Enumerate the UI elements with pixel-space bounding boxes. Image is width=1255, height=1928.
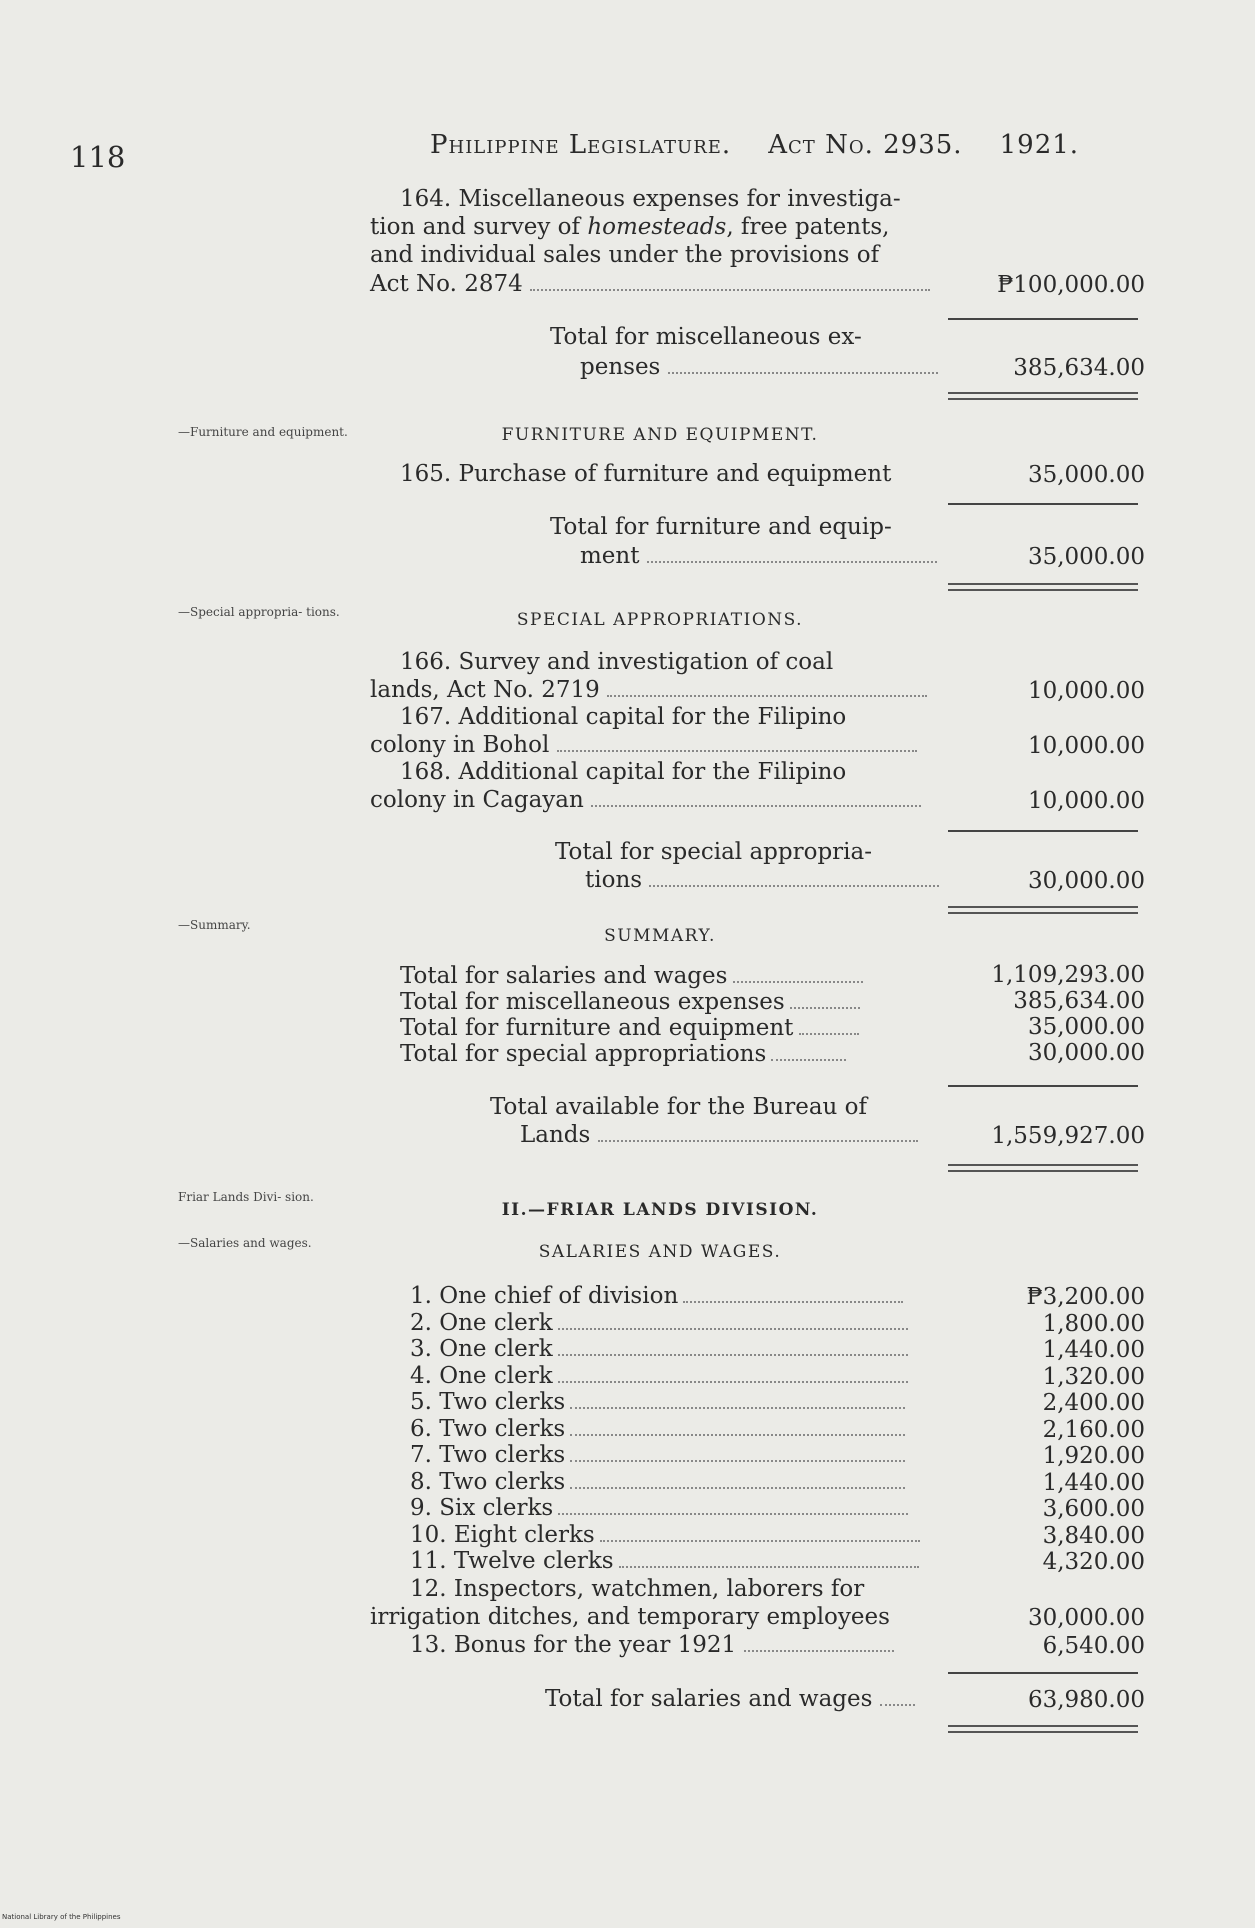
margin-note-salaries: —Salaries and wages. bbox=[178, 1236, 312, 1250]
furniture-total-line1: Total for furniture and equip- bbox=[550, 514, 892, 540]
item-164-text-c: , free patents, bbox=[726, 214, 890, 240]
item-167-line2 bbox=[370, 731, 917, 759]
summary-row-label: Total for furniture and equipment bbox=[400, 1015, 794, 1041]
double-rule bbox=[948, 583, 1138, 591]
item-165-amount: 35,000.00 bbox=[1027, 462, 1145, 488]
margin-note-special: —Special appropria- tions. bbox=[178, 605, 340, 619]
leader-dots bbox=[558, 1381, 908, 1383]
item-12-line2: irrigation ditches, and temporary employees bbox=[370, 1604, 890, 1630]
item-165: 165. Purchase of furniture and equipment bbox=[400, 461, 892, 487]
friar-row-label: 10. Eight clerks bbox=[410, 1521, 595, 1548]
page-number: 118 bbox=[70, 140, 126, 174]
item-13 bbox=[410, 1631, 894, 1659]
item-167-amount: 10,000.00 bbox=[1027, 733, 1145, 759]
friar-row bbox=[410, 1547, 1145, 1574]
item-164-text-a: tion and survey of bbox=[370, 214, 588, 240]
leader-dots bbox=[558, 1328, 908, 1330]
summary-row-label: Total for miscellaneous expenses bbox=[400, 989, 785, 1015]
friar-row-amount: 1,920.00 bbox=[1042, 1443, 1145, 1469]
footer-credit: National Library of the Philippines bbox=[2, 1913, 121, 1921]
friar-row bbox=[410, 1441, 1145, 1468]
special-total-amount: 30,000.00 bbox=[1027, 868, 1145, 894]
item-164-amount: ₱100,000.00 bbox=[997, 272, 1145, 298]
item-164-line4 bbox=[370, 270, 930, 298]
leader-dots bbox=[683, 1301, 903, 1303]
item-164-italic: homesteads bbox=[587, 214, 727, 240]
friar-row-amount: 1,440.00 bbox=[1042, 1337, 1145, 1363]
friar-row-label: 7. Two clerks bbox=[410, 1442, 566, 1468]
friar-row bbox=[410, 1282, 1145, 1309]
rule bbox=[948, 830, 1138, 832]
leader-dots bbox=[570, 1460, 905, 1462]
friar-row bbox=[410, 1335, 1145, 1362]
item-164-line3: and individual sales under the provisions of bbox=[370, 242, 880, 268]
leader-dots bbox=[570, 1434, 905, 1436]
item-168-label: colony in Cagayan bbox=[370, 787, 584, 813]
friar-row bbox=[410, 1494, 1145, 1521]
special-total-line2 bbox=[585, 866, 939, 894]
leader-dots bbox=[570, 1487, 905, 1489]
margin-note-summary: —Summary. bbox=[178, 918, 251, 932]
leader-dots bbox=[790, 1007, 860, 1009]
friar-row-amount: 3,840.00 bbox=[1042, 1522, 1145, 1549]
friar-row-amount: 2,160.00 bbox=[1042, 1416, 1145, 1443]
summary-heading: SUMMARY. bbox=[604, 926, 716, 946]
leader-dots bbox=[598, 1140, 918, 1142]
misc-total-line1: Total for miscellaneous ex- bbox=[550, 324, 862, 350]
rule bbox=[948, 1672, 1138, 1674]
friar-row bbox=[410, 1415, 1145, 1442]
misc-total-amount: 385,634.00 bbox=[1013, 355, 1145, 381]
item-166-label: lands, Act No. 2719 bbox=[370, 677, 600, 703]
furniture-total-label: ment bbox=[580, 543, 640, 569]
double-rule bbox=[948, 906, 1138, 914]
friar-salary-rows bbox=[410, 1282, 1145, 1574]
leader-dots bbox=[558, 1354, 908, 1356]
summary-total-line2 bbox=[520, 1121, 918, 1149]
summary-row bbox=[400, 1040, 1145, 1066]
item-164-line2 bbox=[370, 213, 889, 241]
running-header bbox=[430, 130, 1079, 160]
summary-total-amount: 1,559,927.00 bbox=[991, 1123, 1145, 1149]
leader-dots bbox=[771, 1059, 846, 1061]
header-year: 1921. bbox=[999, 130, 1080, 160]
summary-row bbox=[400, 962, 1145, 988]
item-13-label: 13. Bonus for the year 1921 bbox=[410, 1632, 737, 1658]
leader-dots bbox=[600, 1540, 920, 1542]
special-heading: SPECIAL APPROPRIATIONS. bbox=[516, 610, 804, 630]
friar-total-amount: 63,980.00 bbox=[1027, 1687, 1145, 1713]
friar-row-label: 11. Twelve clerks bbox=[410, 1548, 614, 1574]
friar-row-label: 9. Six clerks bbox=[410, 1495, 554, 1521]
item-167-label: colony in Bohol bbox=[370, 732, 550, 758]
friar-row bbox=[410, 1362, 1145, 1389]
leader-dots bbox=[591, 805, 921, 807]
summary-total-line1: Total available for the Bureau of bbox=[490, 1094, 868, 1120]
friar-total bbox=[545, 1685, 915, 1713]
item-166-line2 bbox=[370, 676, 927, 704]
leader-dots bbox=[558, 1513, 908, 1515]
friar-row bbox=[410, 1309, 1145, 1336]
double-rule bbox=[948, 1164, 1138, 1172]
summary-rows bbox=[400, 962, 1145, 1066]
furniture-total-line2 bbox=[580, 542, 937, 570]
item-12-amount: 30,000.00 bbox=[1027, 1605, 1145, 1631]
friar-row-label: 1. One chief of division bbox=[410, 1283, 679, 1309]
header-act: Act No. 2935. bbox=[768, 130, 963, 160]
margin-note-friar: Friar Lands Divi- sion. bbox=[178, 1190, 314, 1204]
friar-row-label: 2. One clerk bbox=[410, 1309, 553, 1336]
friar-total-label: Total for salaries and wages bbox=[545, 1686, 873, 1712]
leader-dots bbox=[799, 1033, 859, 1035]
leader-dots bbox=[530, 289, 930, 291]
friar-row bbox=[410, 1521, 1145, 1548]
rule bbox=[948, 1085, 1138, 1087]
item-12-line1: 12. Inspectors, watchmen, laborers for bbox=[410, 1576, 865, 1602]
item-166-line1: 166. Survey and investigation of coal bbox=[400, 649, 834, 675]
friar-row-amount: 3,600.00 bbox=[1042, 1496, 1145, 1522]
leader-dots bbox=[668, 372, 938, 374]
summary-row bbox=[400, 1014, 1145, 1040]
friar-subheading: SALARIES AND WAGES. bbox=[538, 1242, 782, 1262]
misc-total-label: penses bbox=[580, 354, 661, 380]
leader-dots bbox=[744, 1650, 894, 1652]
friar-row-label: 8. Two clerks bbox=[410, 1468, 566, 1495]
summary-row-amount: 35,000.00 bbox=[1027, 1014, 1145, 1040]
item-164-act: Act No. 2874 bbox=[370, 271, 523, 297]
friar-row-amount: 2,400.00 bbox=[1042, 1390, 1145, 1416]
double-rule bbox=[948, 1725, 1138, 1733]
friar-row-label: 5. Two clerks bbox=[410, 1389, 566, 1415]
item-13-amount: 6,540.00 bbox=[1042, 1633, 1145, 1659]
friar-row-amount: ₱3,200.00 bbox=[1026, 1284, 1145, 1310]
leader-dots bbox=[733, 981, 863, 983]
friar-row-label: 6. Two clerks bbox=[410, 1415, 566, 1442]
item-167-line1: 167. Additional capital for the Filipino bbox=[400, 704, 847, 730]
friar-row-amount: 1,320.00 bbox=[1042, 1363, 1145, 1390]
summary-row-amount: 30,000.00 bbox=[1027, 1040, 1145, 1066]
item-168-line2 bbox=[370, 786, 921, 814]
friar-row-amount: 4,320.00 bbox=[1042, 1549, 1145, 1575]
leader-dots bbox=[619, 1566, 919, 1568]
leader-dots bbox=[647, 561, 937, 563]
leader-dots bbox=[570, 1407, 905, 1409]
summary-row-label: Total for salaries and wages bbox=[400, 963, 728, 989]
leader-dots bbox=[607, 695, 927, 697]
friar-heading: II.—FRIAR LANDS DIVISION. bbox=[501, 1200, 819, 1220]
item-164-line1: 164. Miscellaneous expenses for investiga- bbox=[400, 186, 901, 212]
friar-row-amount: 1,440.00 bbox=[1042, 1469, 1145, 1496]
leader-dots bbox=[557, 750, 917, 752]
header-title: Philippine Legislature. bbox=[430, 130, 732, 160]
item-168-line1: 168. Additional capital for the Filipino bbox=[400, 759, 847, 785]
leader-dots bbox=[880, 1704, 915, 1706]
rule bbox=[948, 318, 1138, 320]
friar-row-label: 3. One clerk bbox=[410, 1336, 553, 1362]
margin-note-furniture: —Furniture and equipment. bbox=[178, 425, 348, 439]
leader-dots bbox=[649, 885, 939, 887]
misc-total-line2 bbox=[580, 353, 938, 381]
summary-row-amount: 1,109,293.00 bbox=[991, 962, 1145, 988]
special-total-label: tions bbox=[585, 867, 643, 893]
summary-row bbox=[400, 988, 1145, 1014]
summary-total-label: Lands bbox=[520, 1122, 591, 1148]
item-168-amount: 10,000.00 bbox=[1027, 788, 1145, 814]
friar-row bbox=[410, 1388, 1145, 1415]
friar-row-label: 4. One clerk bbox=[410, 1362, 553, 1389]
special-total-line1: Total for special appropria- bbox=[555, 839, 873, 865]
double-rule bbox=[948, 392, 1138, 400]
friar-row bbox=[410, 1468, 1145, 1495]
summary-row-label: Total for special appropriations bbox=[400, 1041, 767, 1067]
furniture-total-amount: 35,000.00 bbox=[1027, 544, 1145, 570]
rule bbox=[948, 503, 1138, 505]
item-166-amount: 10,000.00 bbox=[1027, 678, 1145, 704]
friar-row-amount: 1,800.00 bbox=[1042, 1310, 1145, 1337]
summary-row-amount: 385,634.00 bbox=[1013, 988, 1145, 1014]
furniture-heading: FURNITURE AND EQUIPMENT. bbox=[501, 425, 819, 445]
